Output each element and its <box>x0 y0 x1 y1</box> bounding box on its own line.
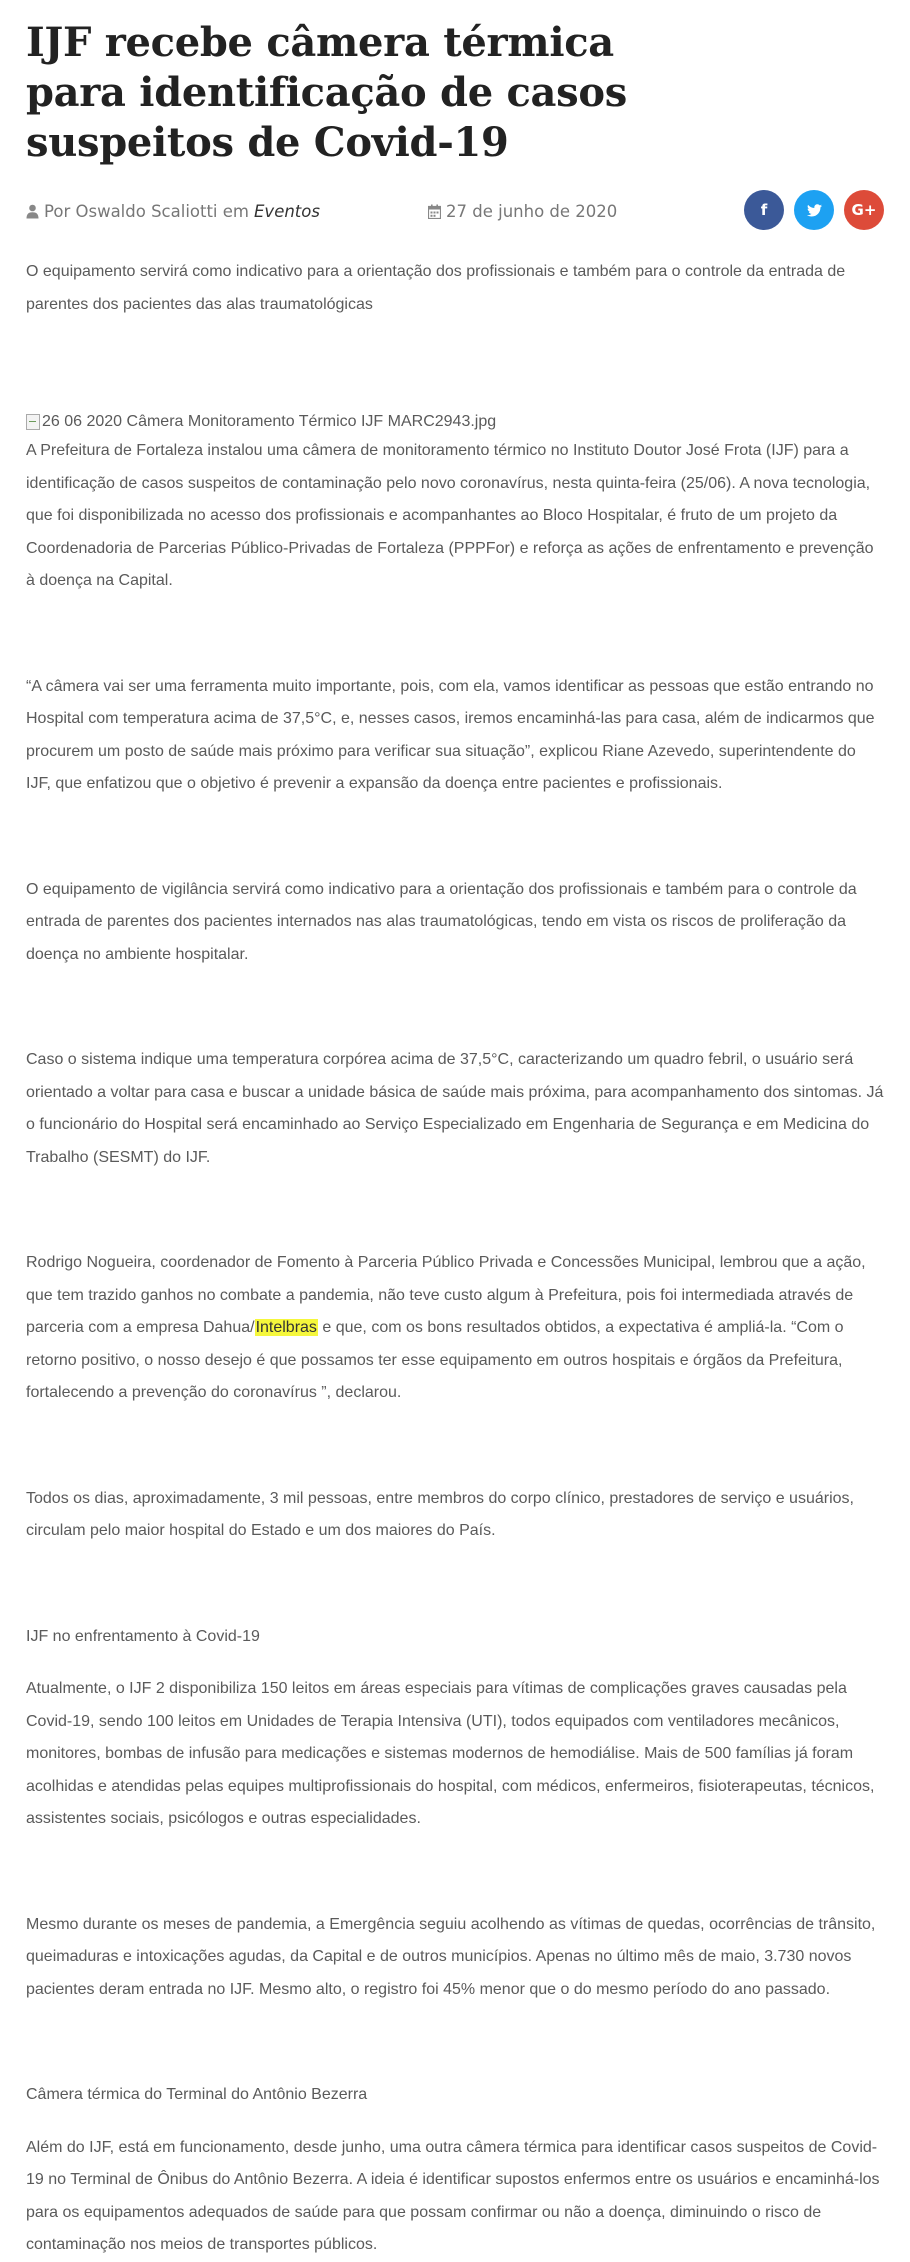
paragraph-text: e que, com os bons resultados obtidos, a expectativa é ampliá-la. “Com o retorno positivo, o nosso desejo é que possamos ter esse equipamento em outros hospitais e órgãos da Prefeitura, fortalecendo a prevenção do coronavírus ”, declarou. <box>26 1319 844 1401</box>
date-line <box>428 202 617 221</box>
section-heading: IJF no enfrentamento à Covid-19 <box>26 1627 260 1645</box>
paragraph: Atualmente, o IJF 2 disponibiliza 150 leitos em áreas especiais para vítimas de complicações graves causadas pela Covid-19, sendo 100 leitos em Unidades de Terapia Intensiva (UTI), todos equipados com ventiladores mecânicos, monitores, bombas de infusão para medicações e sistemas modernos de hemodiálise. Mais de 500 famílias já foram acolhidas e atendidas pelas equipes multiprofissionais do hospital, com médicos, enfermeiros, fisioterapeutas, técnicos, assistentes sociais, psicólogos e outras especialidades. <box>26 1680 875 1827</box>
broken-image-icon <box>26 414 40 430</box>
googleplus-share-button[interactable] <box>844 190 884 230</box>
paragraph: A Prefeitura de Fortaleza instalou uma câmera de monitoramento térmico no Instituto Doutor José Frota (IJF) para a identificação de casos suspeitos de contaminação pelo novo coronavírus, nesta quinta-feira (25/06). A nova tecnologia, que foi disponibilizada no acesso dos profissionais e acompanhantes ao Bloco Hospitalar, é fruto de um projeto da Coordenadoria de Parcerias Público-Privadas de Fortaleza (PPPFor) e reforça as ações de enfrentamento e prevenção à doença na Capital. <box>26 442 874 589</box>
share-buttons <box>744 190 884 230</box>
user-icon <box>26 204 39 219</box>
paragraph: “A câmera vai ser uma ferramenta muito importante, pois, com ela, vamos identificar as pessoas que estão entrando no Hospital com temperatura acima de 37,5°C, e, nesses casos, iremos encaminhá-las para casa, além de indicarmos que procurem um posto de saúde mais próximo para verificar sua situação”, explicou Riane Azevedo, superintendente do IJF, que enfatizou que o objetivo é prevenir a expansão da doença entre pacientes e profissionais. <box>26 677 875 792</box>
article-lead: O equipamento servirá como indicativo para a orientação dos profissionais e também para o controle da entrada de parentes dos pacientes das alas traumatológicas <box>26 263 846 313</box>
article-title: IJF recebe câmera térmica para identificação de casos suspeitos de Covid-19 <box>26 19 627 166</box>
twitter-share-button[interactable] <box>794 190 834 230</box>
paragraph: Além do IJF, está em funcionamento, desde junho, uma outra câmera térmica para identificar casos suspeitos de Covid-19 no Terminal de Ônibus do Antônio Bezerra. A ideia é identificar supostos enfermos entre os usuários e encaminhá-los para os equipamentos adequados de saúde para que possam confirmar ou não a doença, diminuindo o risco de contaminação nos meios de transportes públicos. <box>26 2138 880 2253</box>
article-image <box>26 409 884 435</box>
facebook-share-button[interactable] <box>744 190 784 230</box>
googleplus-icon: G+ <box>851 201 877 219</box>
article-body <box>26 256 884 2262</box>
highlighted-link[interactable]: Intelbras <box>255 1319 317 1336</box>
article-meta <box>26 190 884 234</box>
paragraph: Caso o sistema indique uma temperatura corpórea acima de 37,5°C, caracterizando um quadro febril, o usuário será orientado a voltar para casa e buscar a unidade básica de saúde mais próxima, para acompanhamento dos sintomas. Já o funcionário do Hospital será encaminhado ao Serviço Especializado em Engenharia de Segurança e em Medicina do Trabalho (SESMT) do IJF. <box>26 1051 884 1166</box>
paragraph <box>26 1247 884 1410</box>
facebook-icon: f <box>760 201 768 219</box>
calendar-icon <box>428 204 441 219</box>
author-text: Por Oswaldo Scaliotti em <box>44 202 249 221</box>
image-alt-text: 26 06 2020 Câmera Monitoramento Térmico IJF MARC2943.jpg <box>42 412 497 430</box>
publish-date: 27 de junho de 2020 <box>446 202 618 221</box>
paragraph: O equipamento de vigilância servirá como indicativo para a orientação dos profissionais e também para o controle da entrada de parentes dos pacientes internados nas alas traumatológicas, tendo em vista os riscos de proliferação da doença no ambiente hospitalar. <box>26 880 857 963</box>
category-link[interactable]: Eventos <box>254 202 320 221</box>
section-heading: Câmera térmica do Terminal do Antônio Bezerra <box>26 2086 368 2103</box>
paragraph: Todos os dias, aproximadamente, 3 mil pessoas, entre membros do corpo clínico, prestadores de serviço e usuários, circulam pelo maior hospital do Estado e um dos maiores do País. <box>26 1489 854 1539</box>
paragraph: Mesmo durante os meses de pandemia, a Emergência seguiu acolhendo as vítimas de quedas, ocorrências de trânsito, queimaduras e intoxicações agudas, da Capital e de outros municípios. Apenas no último mês de maio, 3.730 novos pacientes deram entrada no IJF. Mesmo alto, o registro foi 45% menor que o do mesmo período do ano passado. <box>26 1915 876 1998</box>
author-line <box>26 202 320 221</box>
paragraph-text: Rodrigo Nogueira, coordenador de Fomento à Parceria Público Privada e Concessões Municipal, lembrou que a ação, que tem trazido ganhos no combate a pandemia, não teve custo algum à Prefeitura, pois foi intermediada através de parceria com a empresa Dahua/ <box>26 1254 866 1336</box>
twitter-icon <box>807 204 822 217</box>
